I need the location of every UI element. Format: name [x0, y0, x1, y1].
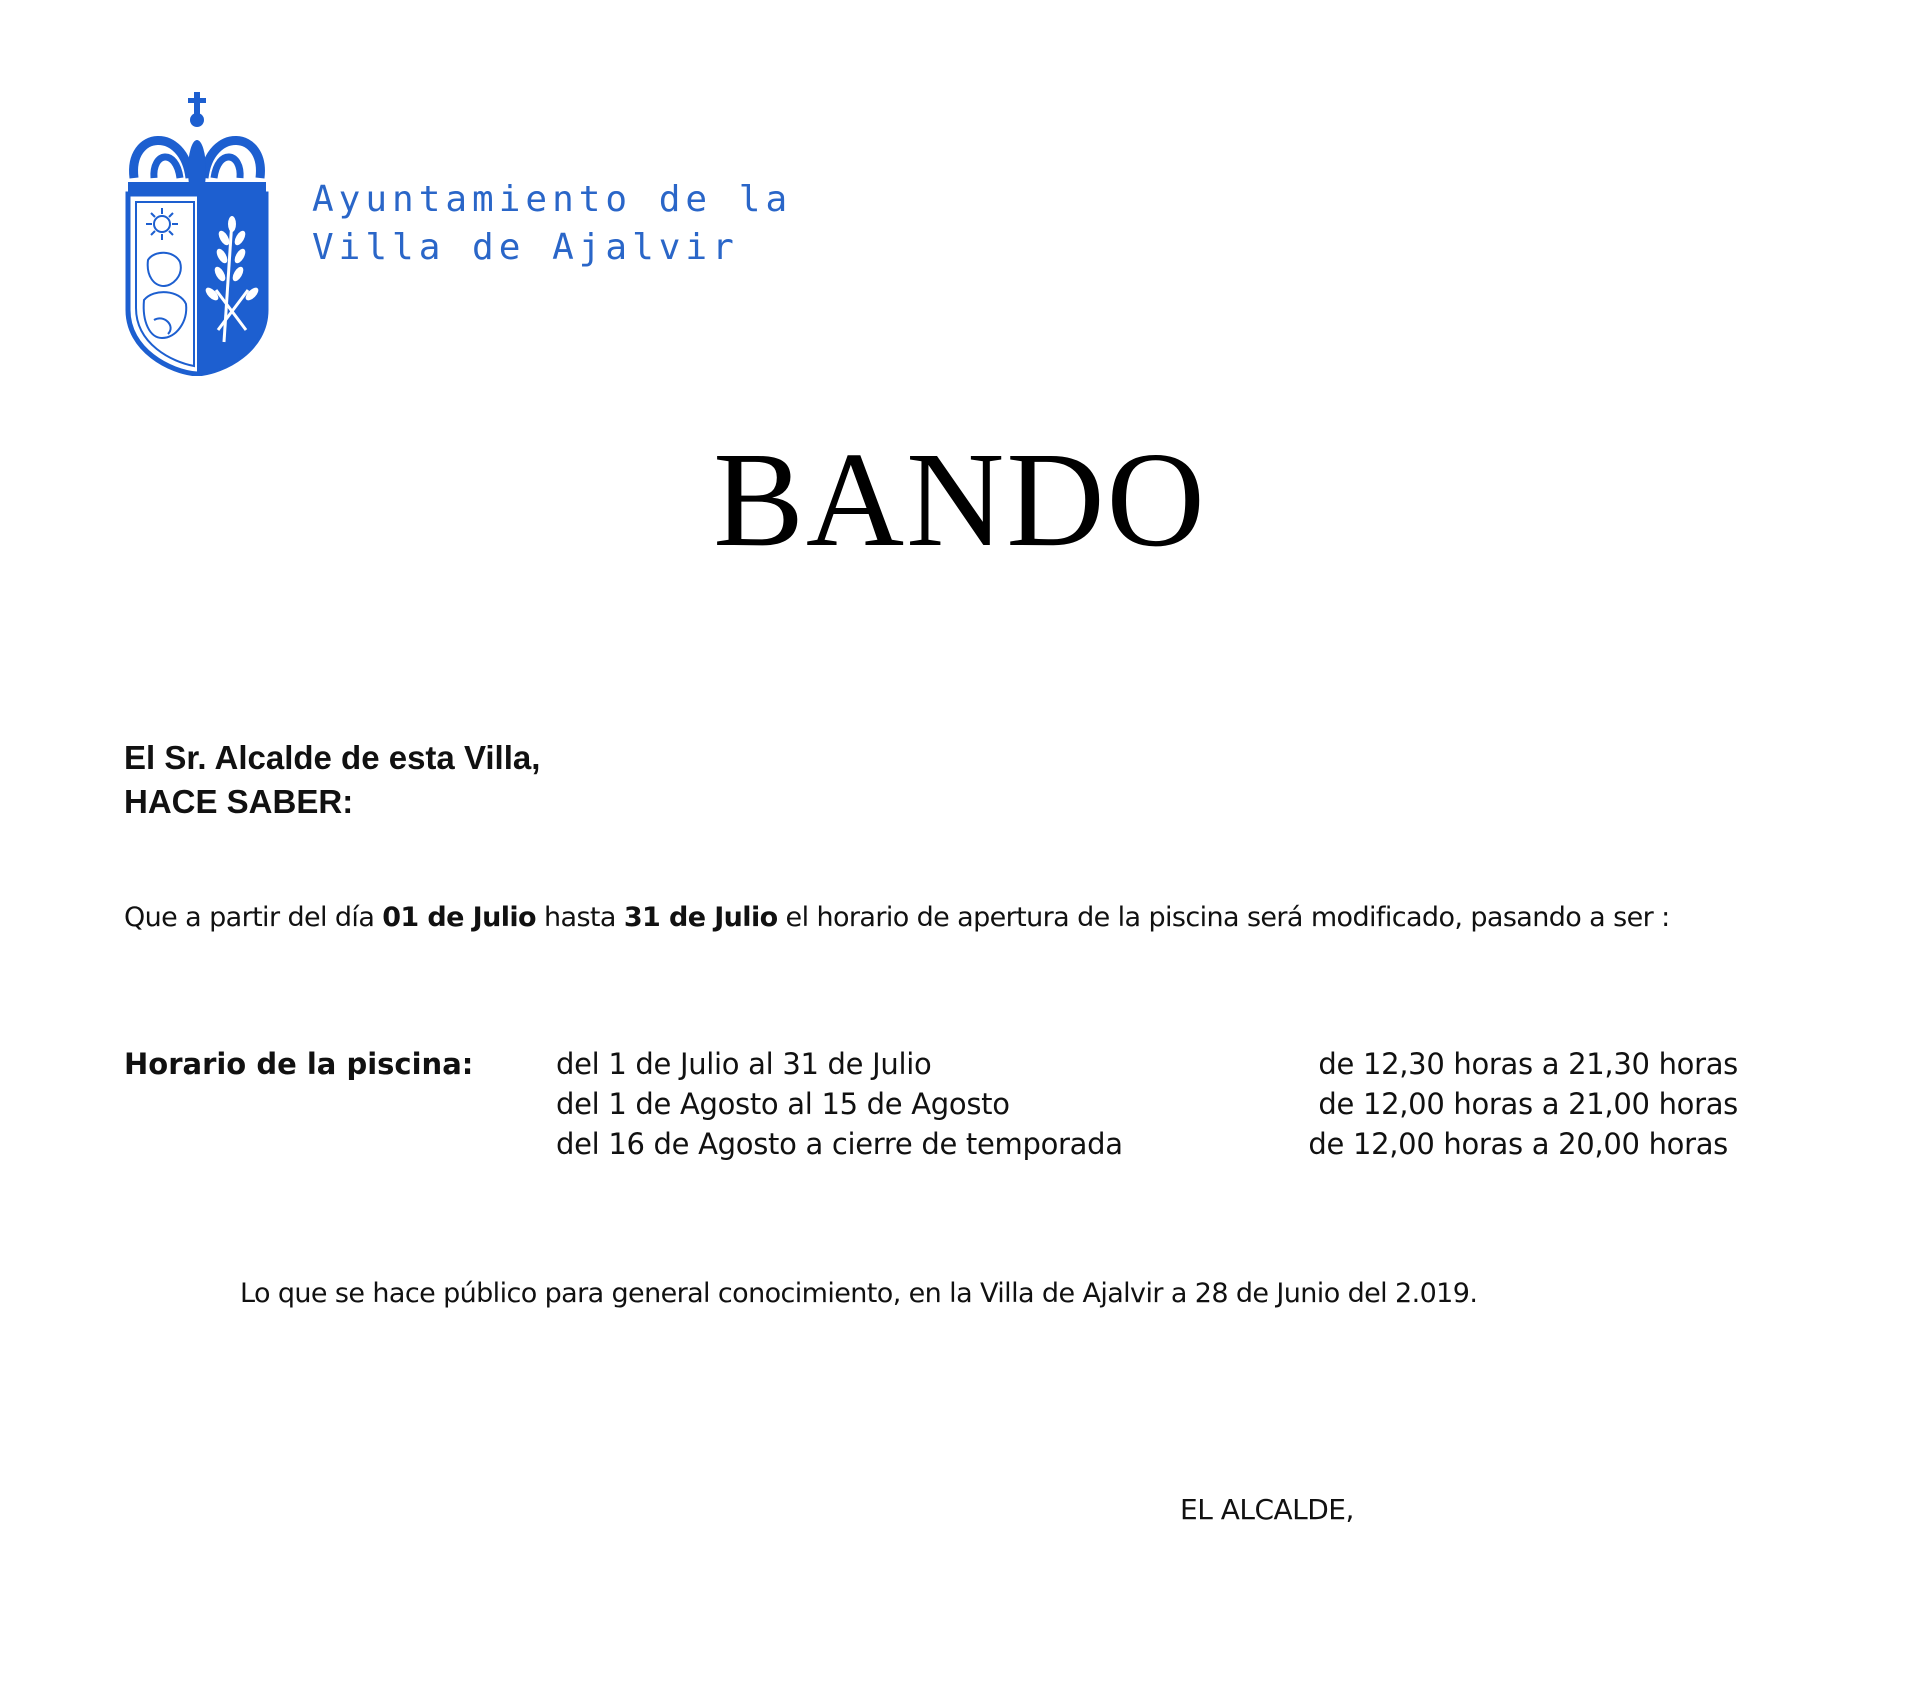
salutation	[124, 736, 540, 824]
schedule-hours: de 12,00 horas a 21,00 horas	[1318, 1087, 1738, 1121]
notice-text-part3: el horario de apertura de la piscina será modificado, pasando a ser :	[777, 902, 1670, 933]
salutation-line1: El Sr. Alcalde de esta Villa,	[124, 739, 541, 776]
schedule-label: Horario de la piscina:	[124, 1047, 474, 1081]
schedule-period: del 16 de Agosto a cierre de temporada	[556, 1127, 1123, 1161]
schedule-period: del 1 de Agosto al 15 de Agosto	[556, 1087, 1010, 1121]
organization-name-line2: Villa de Ajalvir	[312, 227, 739, 268]
schedule-period: del 1 de Julio al 31 de Julio	[556, 1047, 932, 1081]
notice-date-to: 31 de Julio	[623, 902, 778, 933]
schedule-hours: de 12,00 horas a 20,00 horas	[1308, 1127, 1728, 1161]
closing-paragraph: Lo que se hace público para general conocimiento, en la Villa de Ajalvir a 28 de Junio del 2.019.	[240, 1278, 1478, 1309]
notice-text-part2: hasta	[536, 902, 624, 933]
notice-date-from: 01 de Julio	[382, 902, 536, 933]
signature: EL ALCALDE,	[1180, 1493, 1354, 1526]
salutation-line2: HACE SABER:	[124, 783, 354, 820]
schedule-hours: de 12,30 horas a 21,30 horas	[1318, 1047, 1738, 1081]
organization-name	[312, 176, 792, 272]
notice-paragraph	[124, 900, 1670, 936]
coat-of-arms-icon	[124, 90, 270, 376]
notice-text-part1: Que a partir del día	[124, 902, 383, 933]
organization-name-line1: Ayuntamiento de la	[312, 179, 793, 220]
document-title: BANDO	[713, 425, 1207, 575]
